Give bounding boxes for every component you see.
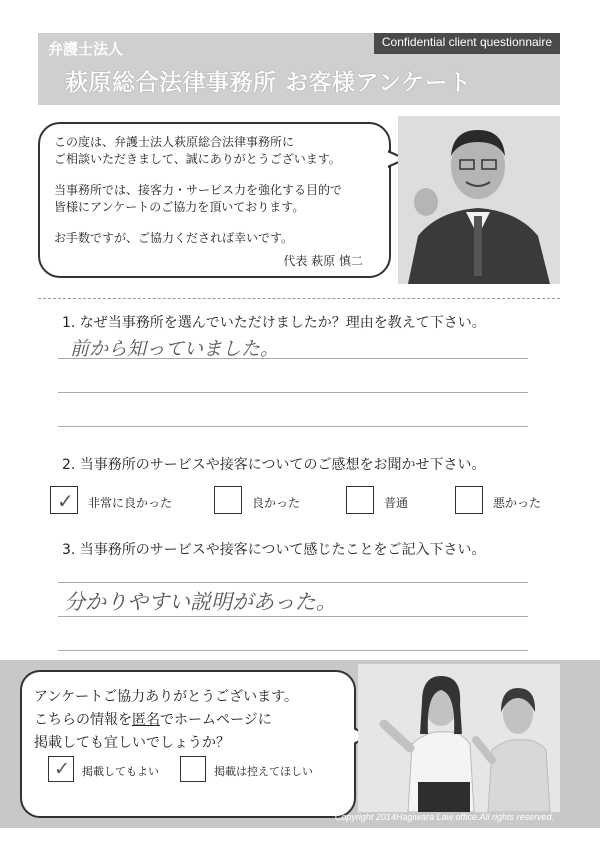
option-label: 普通 <box>384 496 409 510</box>
check-mark-icon: ✓ <box>54 758 70 780</box>
question-3: 3. 当事務所のサービスや接客について感じたことをご記入下さい。 <box>62 542 486 558</box>
consent-speech-bubble <box>20 670 356 818</box>
divider <box>38 298 560 299</box>
check-mark-icon: ✓ <box>57 489 74 513</box>
signature: 代表 萩原 慎二 <box>283 254 363 268</box>
answer-1-handwriting: 前から知っていました。 <box>70 338 280 360</box>
option-label: 掲載してもよい <box>82 765 159 778</box>
answer-3-handwriting: 分かりやすい説明があった。 <box>64 590 337 614</box>
page-title: 萩原総合法律事務所 お客様アンケート <box>65 70 472 96</box>
answer-line <box>58 426 528 427</box>
option-label: 良かった <box>252 496 301 510</box>
intro-line: ご相談いただきまして、誠にありがとうございます。 <box>54 152 341 166</box>
consent-line: こちらの情報を匿名でホームページに <box>34 712 272 728</box>
consent-line: アンケートご協力ありがとうございます。 <box>34 689 299 705</box>
answer-line <box>58 616 528 617</box>
intro-speech-bubble <box>38 122 391 278</box>
question-2: 2. 当事務所のサービスや接客についてのご感想をお聞かせ下さい。 <box>62 457 486 473</box>
consent-line: 掲載しても宜しいでしょうか？ <box>34 735 230 751</box>
checkbox[interactable] <box>346 486 374 514</box>
option-label: 掲載は控えてほしい <box>214 765 313 778</box>
question-1: 1. なぜ当事務所を選んでいただけましたか？理由を教えて下さい。 <box>62 315 486 331</box>
intro-line: この度は、弁護士法人萩原総合法律事務所に <box>54 135 295 149</box>
anonymous-underlined: 匿名 <box>132 712 160 728</box>
option-label: 悪かった <box>493 496 542 510</box>
checkbox[interactable] <box>214 486 242 514</box>
confidential-tag: Confidential client questionnaire <box>374 33 560 54</box>
answer-line <box>58 650 528 651</box>
firm-type-label: 弁護士法人 <box>48 40 124 58</box>
checkbox[interactable] <box>455 486 483 514</box>
answer-line <box>58 358 528 359</box>
checkbox[interactable] <box>48 756 74 782</box>
staff-photo <box>358 664 560 812</box>
checkbox[interactable] <box>180 756 206 782</box>
option-label: 非常に良かった <box>88 496 173 510</box>
checkbox[interactable] <box>50 486 78 514</box>
header-banner <box>38 33 560 105</box>
intro-line: 当事務所では、接客力・サービス力を強化する目的で <box>54 183 343 197</box>
intro-line: お手数ですが、ご協力くだされば幸いです。 <box>54 231 294 245</box>
answer-line <box>58 392 528 393</box>
answer-line <box>58 582 528 583</box>
lawyer-photo <box>398 116 560 284</box>
intro-line: 皆様にアンケートのご協力を頂いております。 <box>54 200 305 214</box>
copyright-text: Copyright 2014Hagiwara Law office.All rights reserved. <box>334 812 554 822</box>
